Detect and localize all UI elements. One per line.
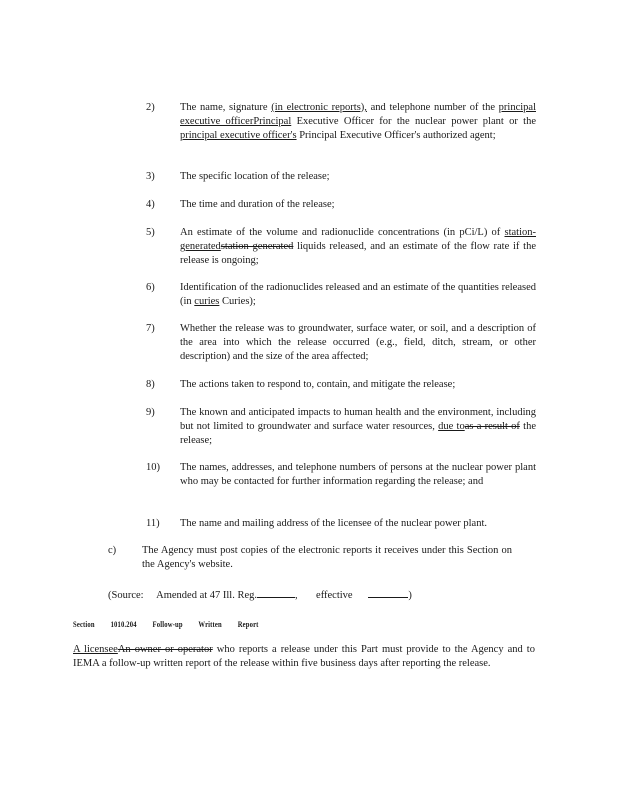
section-body-text	[73, 643, 535, 671]
inserted-text: due to	[438, 421, 465, 432]
text-run: and telephone number of the	[366, 102, 499, 113]
item-text	[180, 101, 536, 143]
section-number: 1010.204	[110, 619, 137, 629]
text-run: The time and duration of the release;	[180, 199, 335, 210]
deleted-text: station generated	[220, 241, 294, 252]
text-run: The actions taken to respond to, contain, and mitigate the release;	[180, 379, 456, 390]
inserted-text: curies	[194, 296, 220, 307]
source-effective: effective	[316, 590, 353, 601]
paragraph-c-text: The Agency must post copies of the electronic reports it receives under this Section on the Agency's website.	[142, 545, 512, 570]
inserted-text: station-generated	[180, 227, 536, 252]
item-number: 7)	[146, 323, 155, 334]
text-run: An estimate of the volume and radionuclide concentrations (in pCi/L) of	[180, 227, 505, 238]
text-run: The name, signature	[180, 102, 272, 113]
item-number: 10)	[146, 462, 160, 473]
source-comma: ,	[295, 590, 298, 601]
inserted-text: (in electronic reports),	[271, 102, 367, 113]
item-text	[180, 281, 536, 309]
item-text	[180, 226, 536, 268]
section-heading	[73, 619, 273, 629]
inserted-text: principal executive officerPrincipal	[180, 102, 536, 127]
effective-blank	[368, 587, 408, 598]
item-text	[180, 406, 536, 448]
text-run: The known and anticipated impacts to human health and the environment, including but not limited to groundwater and surface water resources,	[180, 407, 536, 432]
item-number: 3)	[146, 171, 155, 182]
section-title-2: Written	[198, 619, 222, 629]
item-number: 8)	[146, 379, 155, 390]
text-run: the release;	[180, 421, 537, 446]
item-number: 5)	[146, 227, 155, 238]
item-text	[180, 461, 536, 489]
reg-blank	[257, 587, 295, 598]
inserted-text: A licensee	[73, 644, 118, 655]
deleted-text: as a result of	[464, 421, 520, 432]
item-text	[180, 170, 536, 184]
item-number: 11)	[146, 518, 160, 529]
text-run: Whether the release was to groundwater, surface water, or soil, and a description of the area into which the release occurred (e.g., field, ditch, stream, or other description) and the size of the area affected;	[180, 323, 536, 362]
item-text	[180, 198, 536, 212]
source-amended: Amended at 47 Ill. Reg.	[156, 590, 258, 601]
section-label: Section	[73, 619, 95, 629]
text-run: The names, addresses, and telephone numbers of persons at the nuclear power plant who may be contacted for further information regarding the release; and	[180, 462, 536, 487]
source-prefix: (Source:	[108, 590, 144, 601]
item-text	[180, 517, 536, 531]
inserted-text: principal executive officer's	[180, 130, 297, 141]
item-number: 4)	[146, 199, 155, 210]
item-text	[180, 378, 536, 392]
source-close: )	[408, 590, 412, 601]
text-run: Principal Executive Officer's authorized agent;	[296, 130, 496, 141]
source-note	[108, 587, 438, 603]
section-title-1: Follow-up	[152, 619, 183, 629]
text-run: who reports a release under this Part must provide to the Agency and to IEMA a follow-up written report of the release within five business days after reporting the release.	[73, 644, 535, 669]
section-title-3: Report	[237, 619, 259, 629]
text-run: liquids released, and an estimate of the flow rate if the release is ongoing;	[180, 241, 536, 266]
text-run: The specific location of the release;	[180, 171, 330, 182]
item-number: 2)	[146, 102, 155, 113]
text-run: Curies);	[219, 296, 256, 307]
item-number: 6)	[146, 282, 155, 293]
text-run: The name and mailing address of the licensee of the nuclear power plant.	[180, 518, 488, 529]
paragraph-label: c)	[108, 545, 117, 556]
text-run: Executive Officer for the nuclear power plant or the	[291, 116, 536, 127]
deleted-text: An owner or operator	[117, 644, 213, 655]
item-number: 9)	[146, 407, 155, 418]
item-text	[180, 322, 536, 364]
text-run: Identification of the radionuclides released and an estimate of the quantities released (in	[180, 282, 536, 307]
